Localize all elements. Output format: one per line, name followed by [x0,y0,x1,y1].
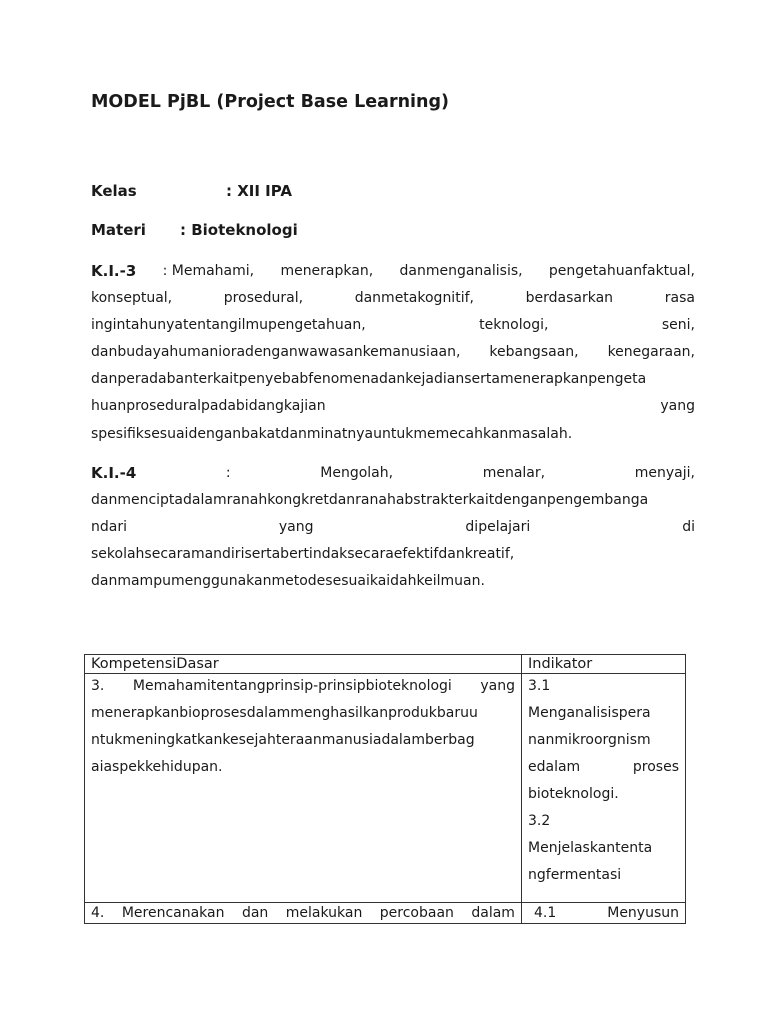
kd4-word: percobaan [379,905,454,921]
ki4-word: menyaji, [634,465,695,481]
kd4-word: dalam [471,905,515,921]
materi-label: Materi [91,221,146,239]
kelas-value: : XII IPA [226,182,292,200]
kd3-word: Memahamitentangprinsip-prinsipbioteknologi [132,678,452,694]
ind3-line [528,838,679,865]
ki3-word: ingintahunyatentangilmupengetahuan, [91,317,366,334]
materi-field [91,221,298,239]
competency-table [84,654,686,924]
ki3-line [91,339,695,366]
ki3-word: danperadabanterkaitpenyebabfenomenadankejadiansertamenerapkanpengeta [91,371,647,388]
ind3-line [528,811,679,838]
ki4-word: ndari [91,519,127,536]
document-title: MODEL PjBL (Project Base Learning) [91,92,450,112]
table-row [85,903,686,924]
kd4-line [91,905,515,923]
ki3-line [91,393,695,420]
ki3-word: teknologi, [479,317,549,334]
kd4-word: dan [241,905,269,921]
ki4-line [91,541,695,568]
kd3-word: aiaspekkehidupan. [91,759,223,775]
ki4-line [91,460,695,487]
kd3-word: menerapkanbioprosesdalammenghasilkanprodukbaruu [91,705,478,721]
ki3-word: danmetakognitif, [354,290,474,307]
header-indikator: Indikator [522,655,686,674]
ki4-word: danmampumenggunakanmetodesesuaikaidahkeilmuan. [91,573,485,590]
ki3-word: berdasarkan [525,290,614,307]
ki4-line [91,568,695,595]
materi-value: : Bioteknologi [180,221,298,239]
ind3-line [528,865,679,892]
ind4-word: Menyusun [607,905,679,921]
ki4-word: Mengolah, [320,465,394,481]
kd3-cell [85,674,522,903]
ki3-word: kebangsaan, [489,344,579,361]
ki3-line [91,312,695,339]
ki3-line [91,366,695,393]
kd4-word: Merencanakan [121,905,225,921]
ki4-paragraph [91,460,695,595]
kd3-word: ntukmeningkatkankesejahteraanmanusiadalamberbag [91,732,475,748]
ki4-label: K.I.-4 [91,464,137,482]
ind3-word: proses [632,759,679,775]
ki3-line [91,421,695,448]
ki3-paragraph [91,258,695,448]
ind3-line [528,676,679,703]
ki4-word: menalar, [482,465,546,481]
kd3-line [91,757,515,784]
ki4-line [91,514,695,541]
kelas-label: Kelas [91,182,137,200]
ki3-word: prosedural, [223,290,304,307]
header-kompetensi-dasar: KompetensiDasar [85,655,522,674]
ki3-word: : Memahami, [162,263,255,279]
kd3-line [91,676,515,703]
ki3-word: rasa [664,290,695,307]
ind3-word: edalam [528,759,581,775]
ki3-word: yang [660,398,695,415]
ind3-word: ngfermentasi [528,867,622,883]
ind3-word: 3.2 [528,813,551,829]
ind3-line [528,784,679,811]
kd3-line [91,703,515,730]
ki3-word: pengetahuanfaktual, [548,263,695,279]
ki4-word: yang [278,519,314,536]
kd3-word: 3. [91,678,105,694]
ki4-word: dipelajari [465,519,531,536]
ind3-word: nanmikroorgnism [528,732,651,748]
ind3-word: bioteknologi. [528,786,619,802]
ind3-line [528,730,679,757]
ind3-line [528,703,679,730]
ki3-word: seni, [661,317,695,334]
kd3-line [91,730,515,757]
indicator4-cell [522,903,686,924]
ind3-word: 3.1 [528,678,551,694]
kelas-field [91,182,292,200]
table-header-row [85,655,686,674]
ki3-word: danmenganalisis, [399,263,523,279]
ind3-line [528,757,679,784]
ki3-label: K.I.-3 [91,262,137,280]
ki4-word: danmenciptadalamranahkongkretdanranahabstrakterkaitdenganpengembanga [91,492,649,509]
table-row [85,674,686,903]
ind3-word: Menjelaskantenta [528,840,653,856]
kd4-cell [85,903,522,924]
ki3-word: kenegaraan, [607,344,695,361]
ki4-line [91,487,695,514]
ind4-line [528,905,679,923]
kd4-word: 4. [91,905,105,921]
ki3-word: menerapkan, [280,263,374,279]
ki4-word: di [682,519,695,536]
indicator3-cell [522,674,686,903]
ind4-word: 4.1 [534,905,557,921]
kd4-word: melakukan [285,905,363,921]
ki3-word: danbudayahumanioradenganwawasankemanusiaan, [91,344,461,361]
ki3-word: huanproseduralpadabidangkajian [91,398,326,415]
ki3-word: konseptual, [91,290,173,307]
ki3-line [91,258,695,285]
ki3-word: spesifiksesuaidenganbakatdanminatnyauntukmemecahkanmasalah. [91,425,573,442]
ind3-word: Menganalisispera [528,705,651,721]
ki3-line [91,285,695,312]
ki4-word: : [225,465,231,481]
ki4-word: sekolahsecaramandirisertabertindaksecaraefektifdankreatif, [91,546,515,563]
kd3-word: yang [480,678,515,694]
